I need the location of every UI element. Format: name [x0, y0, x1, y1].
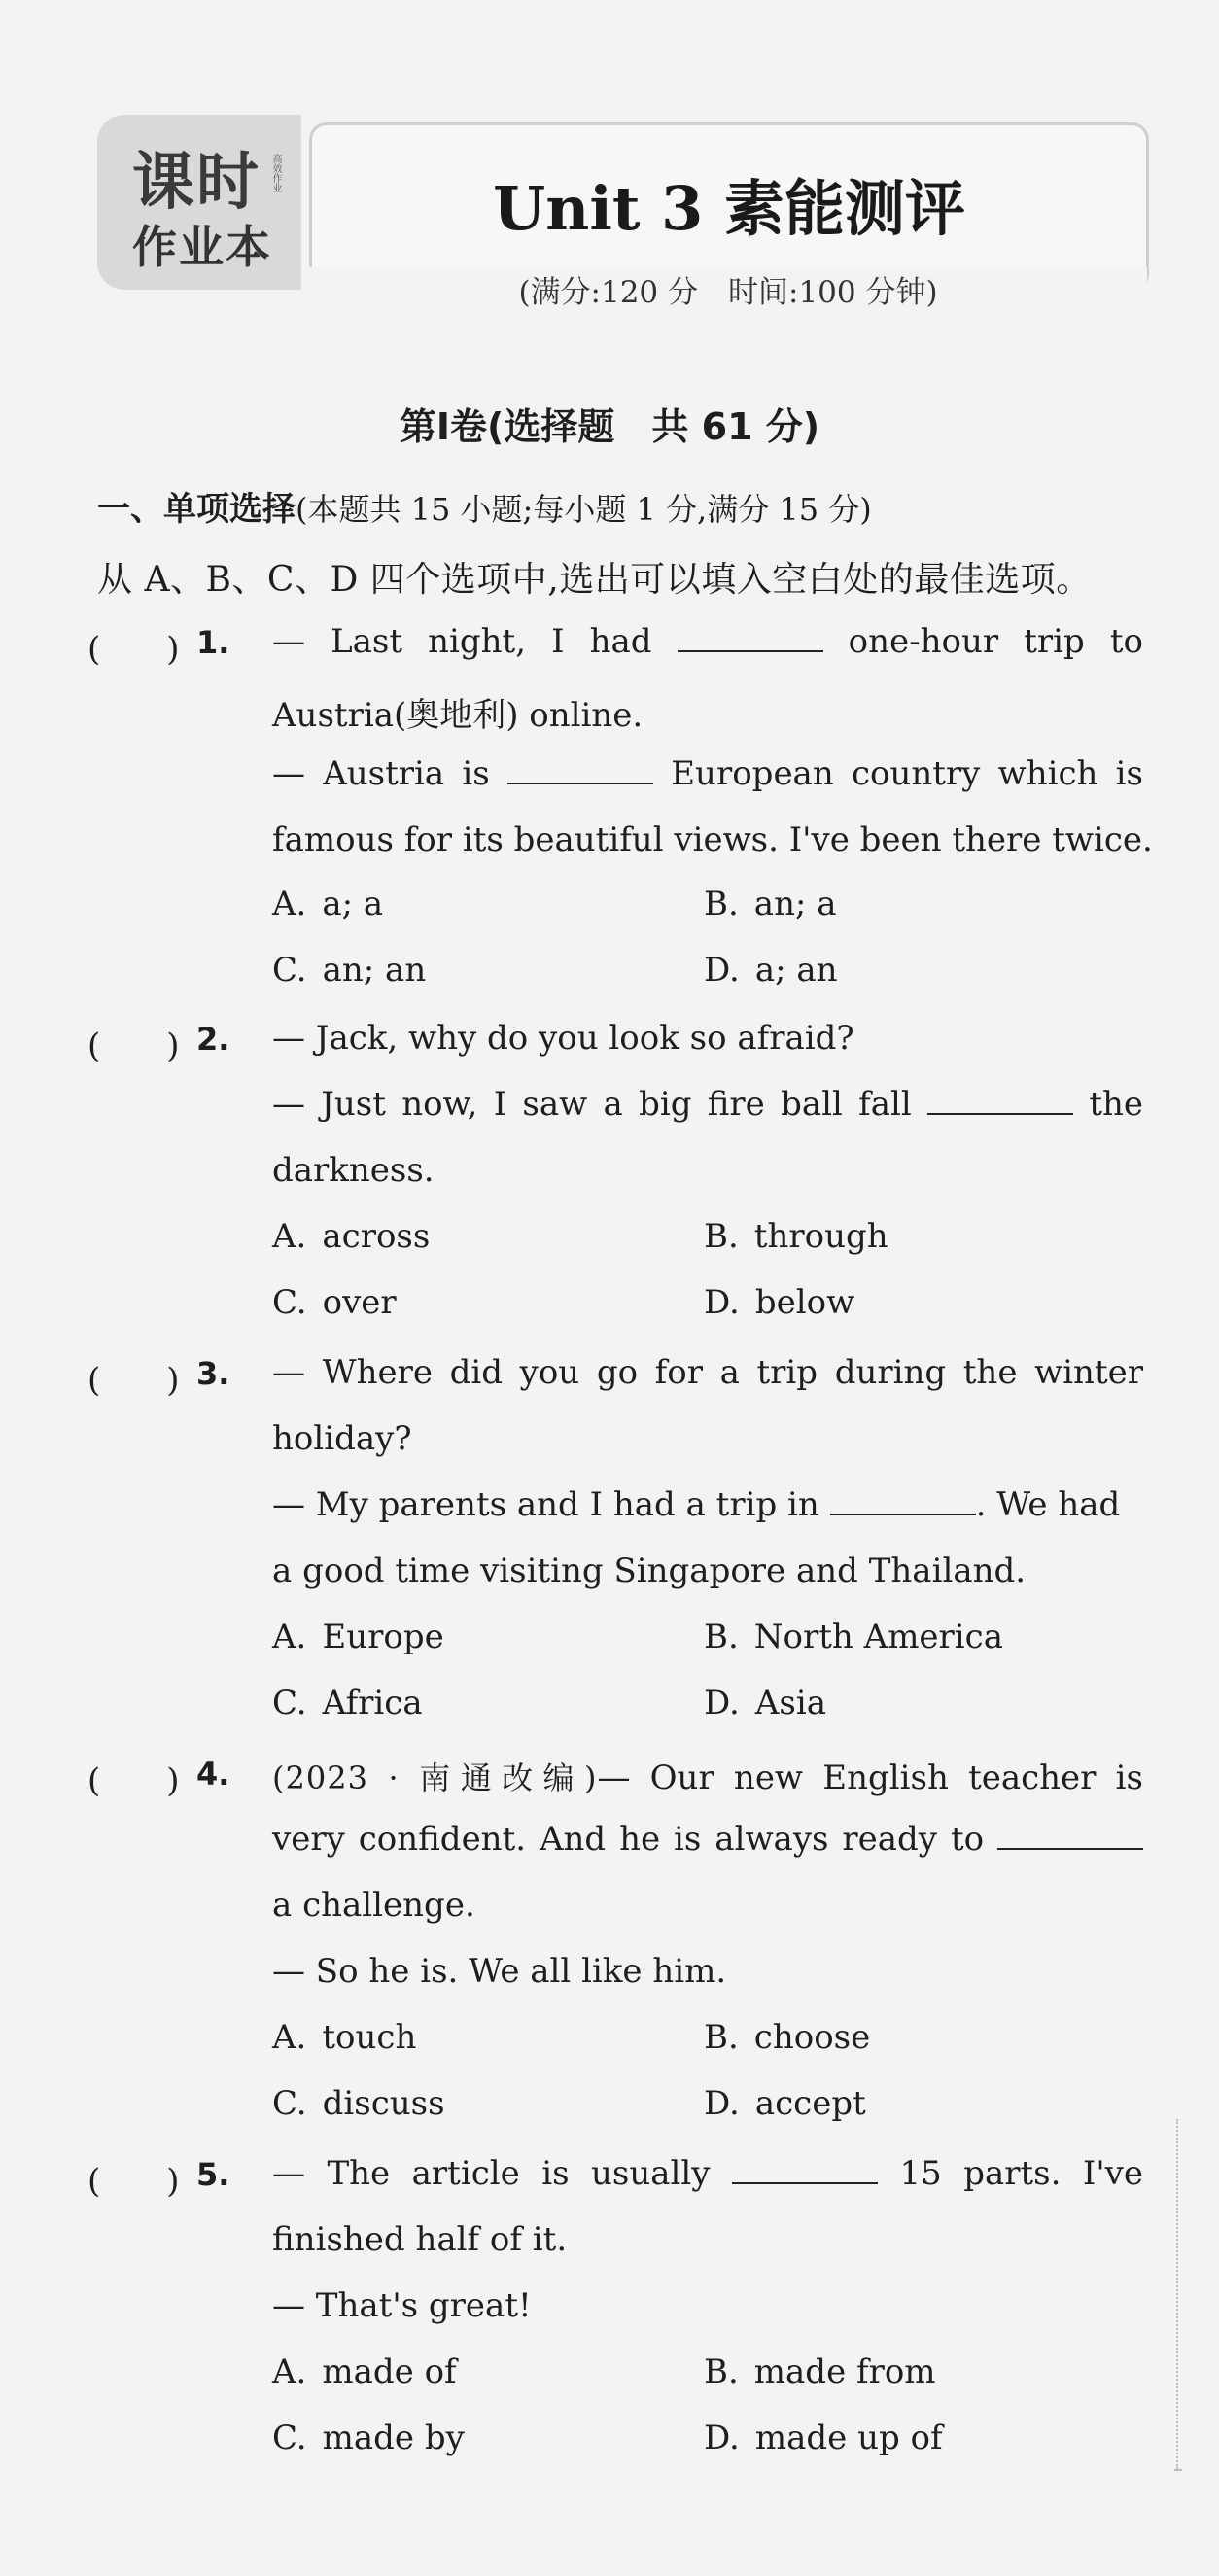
question-line [272, 2154, 1143, 2193]
question-line: — That's great! [272, 2286, 532, 2325]
option-c[interactable]: C. Africa [272, 1684, 423, 1723]
question-line [272, 1820, 1143, 1859]
option-d[interactable]: D. Asia [704, 1684, 827, 1723]
question-number: 3. [196, 1355, 230, 1392]
option-b[interactable]: B. North America [704, 1618, 1003, 1656]
question-line [272, 754, 1143, 793]
score-time-info [309, 267, 1147, 311]
instructions: 从 A、B、C、D 四个选项中,选出可以填入空白处的最佳选项。 [97, 560, 1092, 600]
question-text: . We had [975, 1485, 1121, 1524]
page-title: Unit 3 素能测评 [493, 173, 965, 244]
question-line: — Where did you go for a trip during the winter [272, 1353, 1143, 1392]
question-line: — So he is. We all like him. [272, 1952, 727, 1991]
answer-bracket[interactable]: ( ) [87, 1027, 180, 1065]
divider [1174, 2469, 1182, 2471]
answer-blank[interactable] [732, 2157, 878, 2184]
option-b[interactable]: B. made from [704, 2352, 936, 2391]
option-a[interactable]: A. touch [272, 2018, 417, 2057]
option-a[interactable]: A. made of [272, 2352, 457, 2391]
question-text: — The article is usually [272, 2154, 711, 2193]
option-c[interactable]: C. over [272, 1283, 397, 1322]
option-b[interactable]: B. through [704, 1217, 888, 1256]
option-d[interactable]: D. a; an [704, 951, 838, 990]
answer-blank[interactable] [997, 1823, 1143, 1850]
option-a[interactable]: A. across [272, 1217, 431, 1256]
answer-blank[interactable] [507, 757, 653, 784]
score-time-text: (满分:120 分 时间:100 分钟) [503, 275, 953, 310]
answer-bracket[interactable]: ( ) [87, 1761, 180, 1800]
option-a[interactable]: A. Europe [272, 1618, 444, 1656]
question-line [272, 1754, 1143, 1798]
title-box [309, 122, 1149, 292]
logo-text-sub: 作业本 [132, 221, 272, 273]
answer-blank[interactable] [830, 1488, 976, 1515]
question-number: 2. [196, 1021, 230, 1058]
question-line: Austria(奥地利) online. [272, 696, 644, 735]
option-d[interactable]: D. accept [704, 2084, 866, 2123]
part-heading-label: 一、单项选择 [97, 490, 296, 529]
question-number: 5. [196, 2156, 230, 2193]
question-text: very confident. And he is always ready to [272, 1820, 985, 1859]
question-text: European country which is [671, 754, 1143, 793]
question-number: 1. [196, 624, 230, 661]
option-d[interactable]: D. made up of [704, 2419, 943, 2457]
answer-bracket[interactable]: ( ) [87, 2162, 180, 2201]
question-line: holiday? [272, 1419, 412, 1458]
question-text: — Austria is [272, 754, 490, 793]
option-c[interactable]: C. an; an [272, 951, 427, 990]
part-heading [97, 482, 872, 530]
logo-text-tiny: 高效作业 [270, 154, 281, 192]
question-text: — Last night, I had [272, 622, 652, 661]
option-b[interactable]: B. an; a [704, 885, 837, 923]
question-line: a challenge. [272, 1886, 475, 1925]
question-text: — Our new English teacher is [597, 1758, 1143, 1797]
answer-blank[interactable] [678, 625, 823, 652]
question-line: darkness. [272, 1151, 435, 1190]
section-title: 第Ⅰ卷(选择题 共 61 分) [399, 405, 820, 448]
question-line: finished half of it. [272, 2220, 568, 2259]
question-line: a good time visiting Singapore and Thailand. [272, 1551, 1027, 1590]
brand-logo [97, 115, 301, 290]
option-c[interactable]: C. discuss [272, 2084, 445, 2123]
logo-text-main: 课时 [132, 147, 261, 219]
option-d[interactable]: D. below [704, 1283, 855, 1322]
question-text: the [1089, 1085, 1143, 1124]
question-number: 4. [196, 1756, 230, 1793]
question-line: — Jack, why do you look so afraid? [272, 1019, 854, 1058]
part-heading-note: (本题共 15 小题;每小题 1 分,满分 15 分) [296, 491, 872, 528]
option-c[interactable]: C. made by [272, 2419, 465, 2457]
answer-bracket[interactable]: ( ) [87, 1361, 180, 1400]
option-b[interactable]: B. choose [704, 2018, 871, 2057]
question-text: — Just now, I saw a big fire ball fall [272, 1085, 912, 1124]
question-line [272, 1485, 1143, 1524]
answer-bracket[interactable]: ( ) [87, 630, 180, 669]
question-line [272, 1085, 1143, 1124]
cut-line [1176, 2119, 1178, 2469]
question-text: one-hour trip to [848, 622, 1143, 661]
question-line: famous for its beautiful views. I've been there twice. [272, 820, 1153, 859]
question-source-tag: (2023 · 南通改编) [272, 1759, 598, 1796]
answer-blank[interactable] [927, 1088, 1073, 1115]
question-text: 15 parts. I've [899, 2154, 1143, 2193]
question-line [272, 622, 1143, 661]
option-a[interactable]: A. a; a [272, 885, 384, 923]
question-text: — My parents and I had a trip in [272, 1485, 819, 1524]
